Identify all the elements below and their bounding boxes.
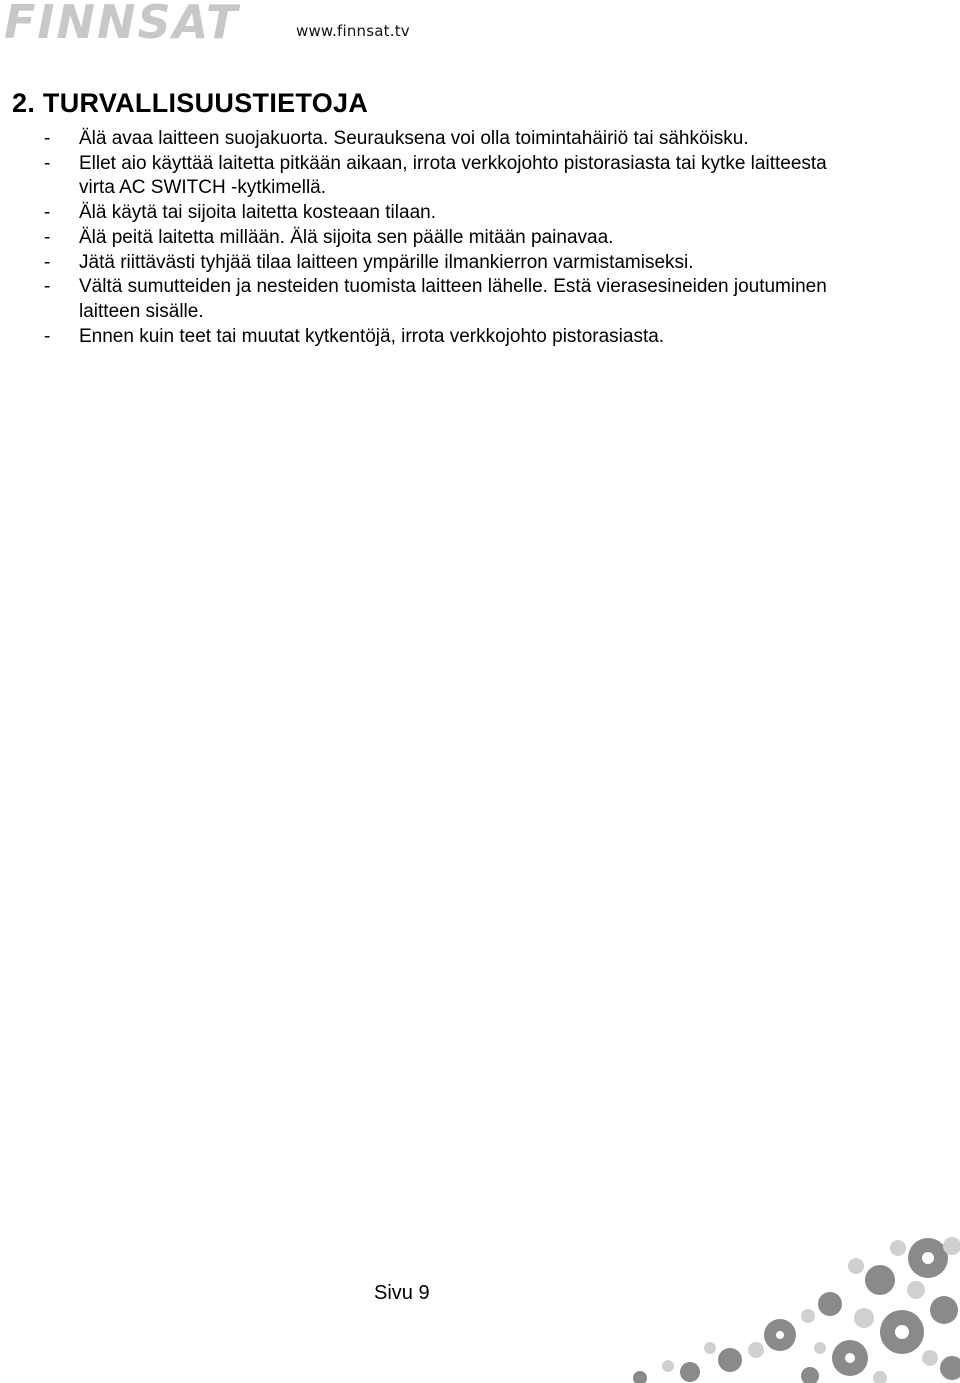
list-item-text: Vältä sumutteiden ja nesteiden tuomista laitteen lähelle. Estä vierasesineiden joutuminen laitteen sisälle. bbox=[79, 276, 827, 322]
page-number: Sivu 9 bbox=[374, 1282, 430, 1304]
list-bullet: - bbox=[44, 325, 51, 347]
list-bullet: - bbox=[44, 202, 51, 224]
list-bullet: - bbox=[44, 226, 51, 248]
list-item bbox=[44, 127, 844, 152]
svg-text:FINNSAT: FINNSAT bbox=[4, 0, 240, 44]
list-item-text: Älä avaa laitteen suojakuorta. Seurauksena voi olla toimintahäiriö tai sähköisku. bbox=[79, 128, 749, 149]
list-item bbox=[44, 201, 844, 226]
finnsat-logo bbox=[4, 0, 266, 44]
list-item-text: Ennen kuin teet tai muutat kytkentöjä, irrota verkkojohto pistorasiasta. bbox=[79, 325, 665, 347]
site-url[interactable]: www.finnsat.tv bbox=[296, 22, 410, 40]
list-item-text: Älä käytä tai sijoita laitetta kosteaan tilaan. bbox=[79, 202, 436, 224]
list-item-text: Jätä riittävästi tyhjää tilaa laitteen ympärille ilmankierron varmistamiseksi. bbox=[79, 251, 694, 273]
list-item-text: Älä peitä laitetta millään. Älä sijoita sen päälle mitään painavaa. bbox=[79, 226, 614, 248]
bubble-decoration bbox=[580, 1230, 960, 1383]
list-bullet: - bbox=[44, 251, 51, 273]
list-item bbox=[44, 275, 844, 324]
list-bullet: - bbox=[44, 276, 51, 298]
safety-list bbox=[44, 127, 844, 349]
list-bullet: - bbox=[44, 128, 51, 149]
list-item bbox=[44, 325, 844, 350]
section-title: 2. TURVALLISUUSTIETOJA bbox=[12, 88, 369, 118]
list-item bbox=[44, 226, 844, 251]
page-header bbox=[0, 0, 960, 60]
list-item bbox=[44, 152, 844, 201]
list-item-text: Ellet aio käyttää laitetta pitkään aikaan, irrota verkkojohto pistorasiasta tai kytke laitteesta virta AC SWITCH -kytkimellä. bbox=[79, 152, 827, 199]
list-bullet: - bbox=[44, 152, 51, 174]
list-item bbox=[44, 251, 844, 276]
